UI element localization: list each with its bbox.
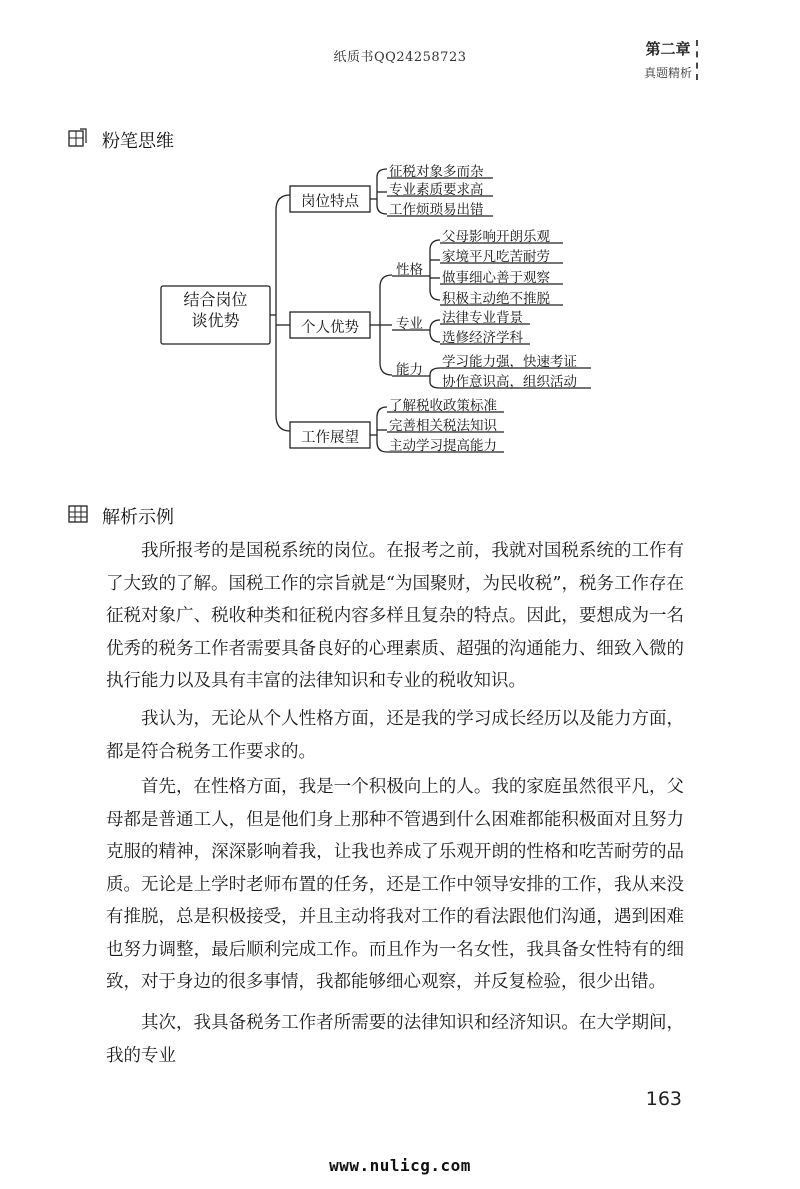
leaf-item: 积极主动绝不推脱 [442, 291, 550, 307]
page-number: 163 [645, 1088, 682, 1110]
footer-url: www.nulicg.com [329, 1156, 471, 1175]
header-divider [696, 40, 698, 80]
group-label: 性格 [396, 262, 423, 278]
leaf-item: 做事细心善于观察 [442, 270, 550, 286]
branch-label: 工作展望 [301, 430, 359, 446]
leaf-item: 家境平凡吃苦耐劳 [442, 249, 550, 265]
header-source: 纸质书QQ24258723 [333, 50, 467, 65]
leaf-item: 选修经济学科 [442, 330, 523, 346]
leaf-item: 了解税收政策标准 [389, 398, 497, 414]
mindmap-root-line2: 谈优势 [191, 311, 240, 330]
leaf-item: 工作烦琐易出错 [389, 202, 484, 218]
mindmap-section-title: 粉笔思维 [102, 131, 174, 152]
branch-label: 个人优势 [301, 320, 359, 336]
group-label: 能力 [396, 362, 423, 378]
paragraph: 其次，我具备税务工作者所需要的法律知识和经济知识。在大学期间，我的专业 [106, 1013, 684, 1066]
leaf-item: 学习能力强，快速考证 [442, 354, 577, 370]
leaf-item: 父母影响开朗乐观 [442, 229, 550, 245]
paragraph: 首先，在性格方面，我是一个积极向上的人。我的家庭虽然很平凡，父母都是普通工人，但是他们身上那种不管遇到什么困难都能积极面对且努力克服的精神，深深影响着我，让我也养成了乐观开朗的性格和吃苦耐劳的品质。无论是上学时老师布置的任务，还是工作中领导安排的工作，我从来没有推脱，总是积极接受，并且主动将我对工作的看法跟他们沟通，遇到困难也努力调整，最后顺利完成工作。而且作为一名女性，我具备女性特有的细致，对于身边的很多事情，我都能够细心观察，并反复检验，很少出错。 [106, 777, 684, 992]
leaf-item: 征税对象多而杂 [389, 164, 484, 180]
chapter-label: 第二章 [645, 40, 691, 58]
grid-box-icon [68, 504, 88, 524]
leaf-item: 主动学习提高能力 [389, 438, 497, 454]
branch-label: 岗位特点 [301, 194, 359, 210]
mindmap-root [161, 289, 270, 331]
connector-branches [276, 195, 290, 431]
mindmap-root-line1: 结合岗位 [183, 290, 248, 309]
paragraph: 我认为，无论从个人性格方面，还是我的学习成长经历以及能力方面，都是符合税务工作要求的。 [106, 709, 684, 762]
leaf-item: 完善相关税法知识 [389, 418, 497, 434]
leaf-item: 专业素质要求高 [389, 182, 484, 198]
leaf-item: 协作意识高，组织活动 [442, 374, 577, 390]
leaf-item: 法律专业背景 [442, 310, 523, 326]
chapter-subtitle: 真题精析 [643, 66, 692, 80]
analysis-section-title: 解析示例 [102, 507, 174, 528]
group-label: 专业 [396, 316, 423, 332]
paragraph: 我所报考的是国税系统的岗位。在报考之前，我就对国税系统的工作有了大致的了解。国税工作的宗旨就是“为国聚财，为民收税”，税务工作存在征税对象广、税收种类和征税内容多样且复杂的特点。因此，要想成为一名优秀的税务工作者需要具备良好的心理素质、超强的沟通能力、细致入微的执行能力以及具有丰富的法律知识和专业的税收知识。 [106, 541, 684, 691]
grid-book-icon [68, 128, 88, 148]
